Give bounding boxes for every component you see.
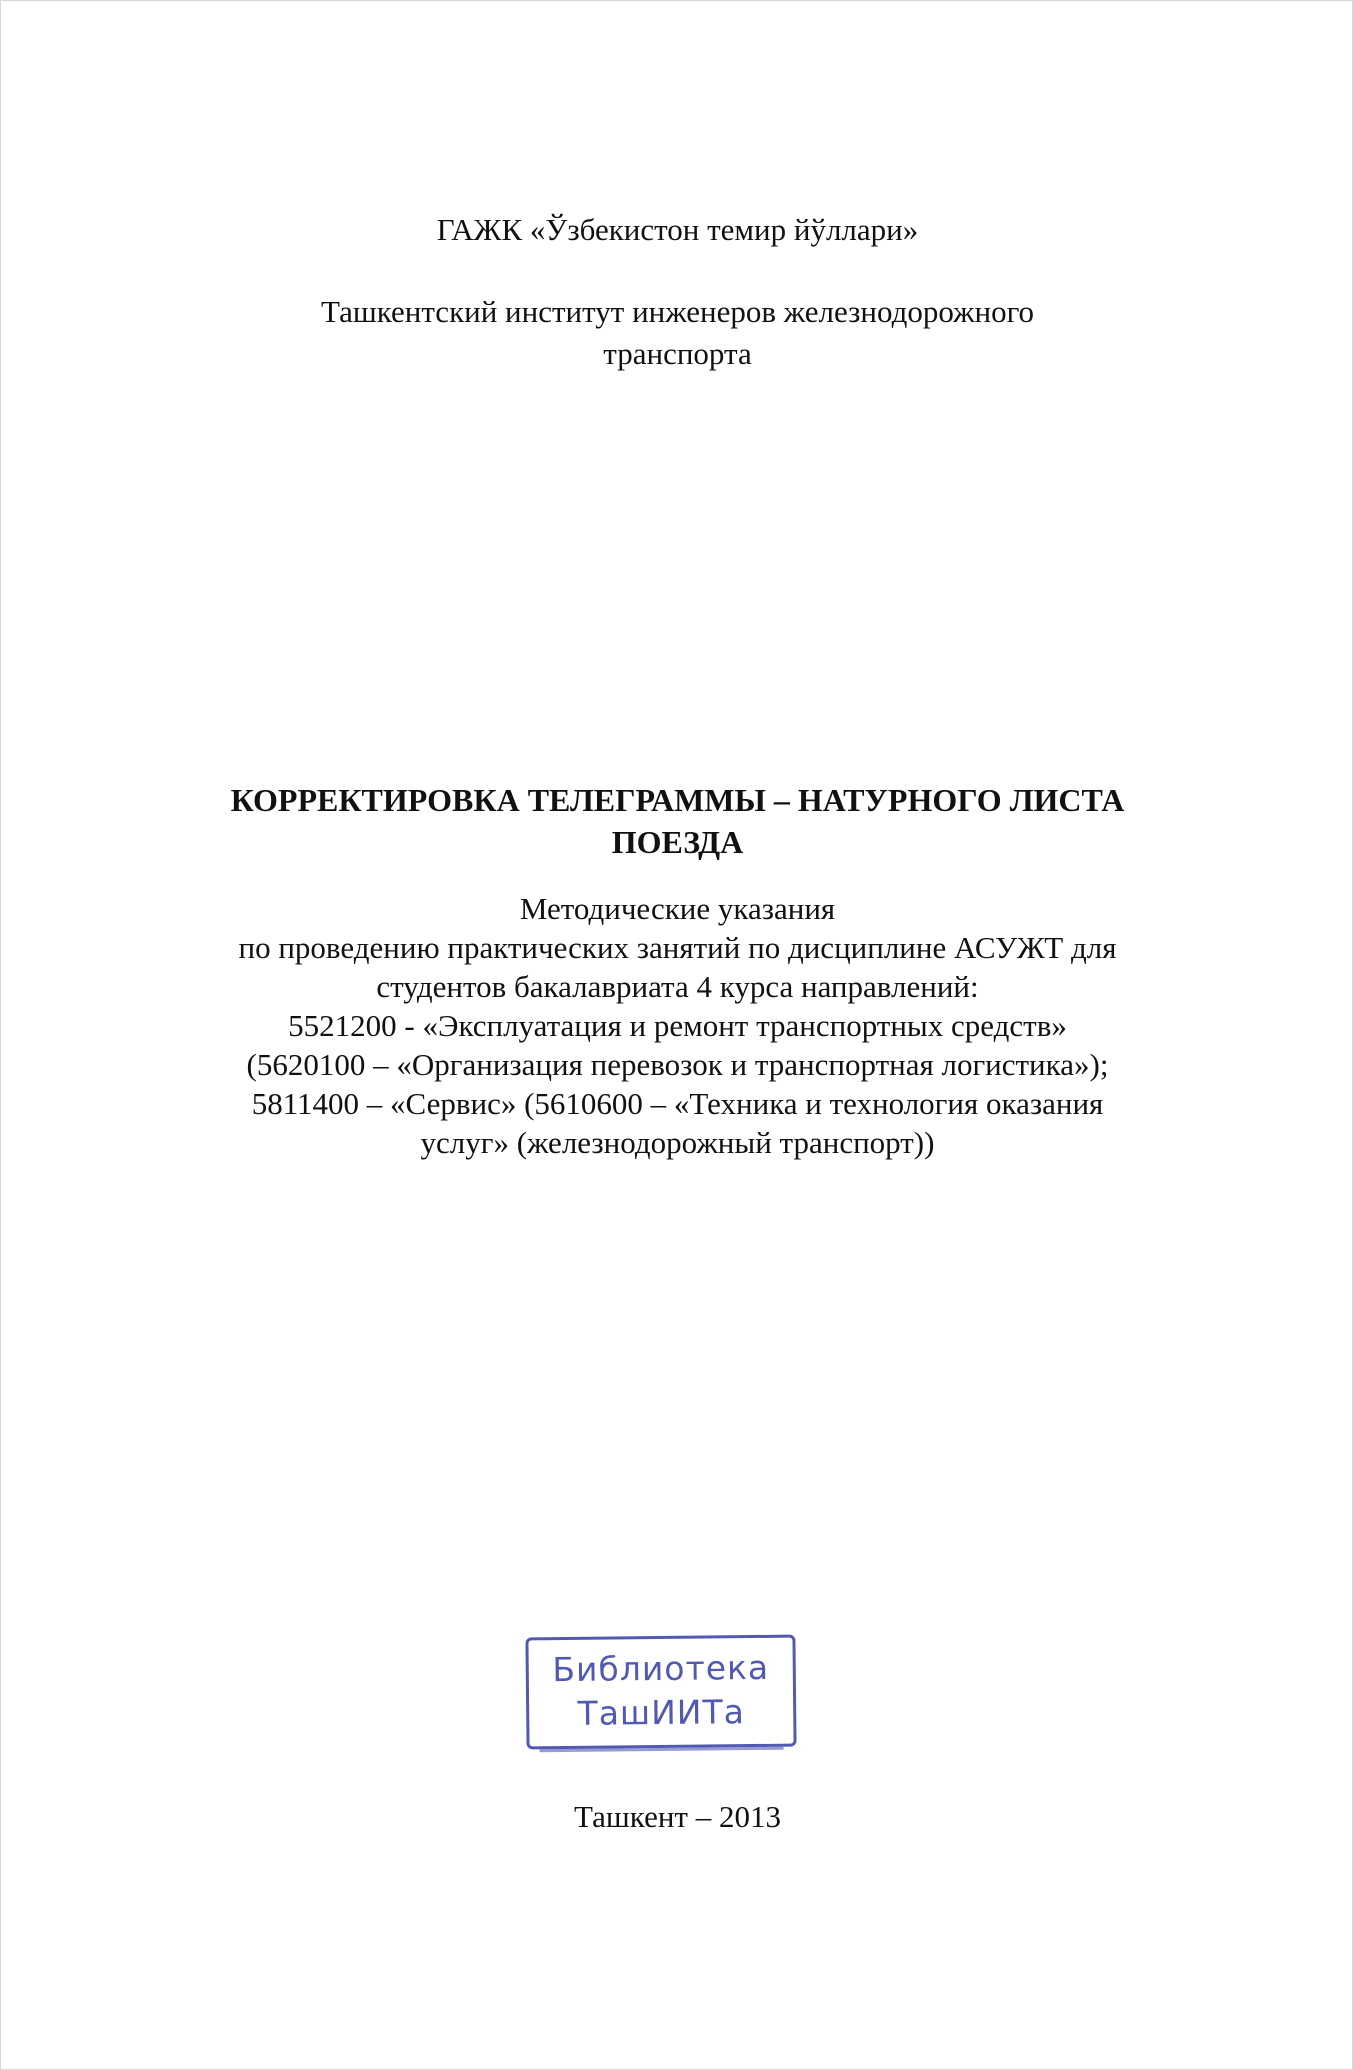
description-line: услуг» (железнодорожный транспорт))	[420, 1125, 935, 1160]
organization-name: ГАЖК «Ўзбекистон темир йўллари»	[436, 212, 919, 247]
institute-header	[1, 291, 1353, 375]
description-line: по проведению практических занятий по дисциплине АСУЖТ для	[238, 930, 1117, 965]
title-line-1: КОРРЕКТИРОВКА ТЕЛЕГРАММЫ – НАТУРНОГО ЛИСТА	[230, 782, 1125, 818]
place-and-year: Ташкент – 2013	[574, 1799, 781, 1834]
organization-header	[1, 209, 1353, 251]
description-line: Методические указания	[519, 891, 836, 926]
stamp-underline	[540, 1747, 784, 1753]
description-line: студентов бакалавриата 4 курса направлений:	[376, 969, 979, 1004]
institute-name-line-2: транспорта	[603, 336, 752, 371]
stamp-line-1: Библиотека	[552, 1647, 770, 1690]
stamp-line-2: ТашИИТа	[577, 1692, 746, 1733]
library-stamp	[525, 1635, 796, 1750]
description-line: 5521200 - «Эксплуатация и ремонт транспортных средств»	[288, 1008, 1067, 1043]
footer	[1, 1796, 1353, 1838]
document-description	[1, 889, 1353, 1162]
description-line: 5811400 – «Сервис» (5610600 – «Техника и технология оказания	[251, 1086, 1104, 1121]
description-line: (5620100 – «Организация перевозок и транспортная логистика»);	[246, 1047, 1109, 1082]
institute-name-line-1: Ташкентский институт инженеров железнодорожного	[320, 294, 1035, 329]
document-title	[1, 779, 1353, 863]
title-line-2: ПОЕЗДА	[611, 824, 744, 860]
